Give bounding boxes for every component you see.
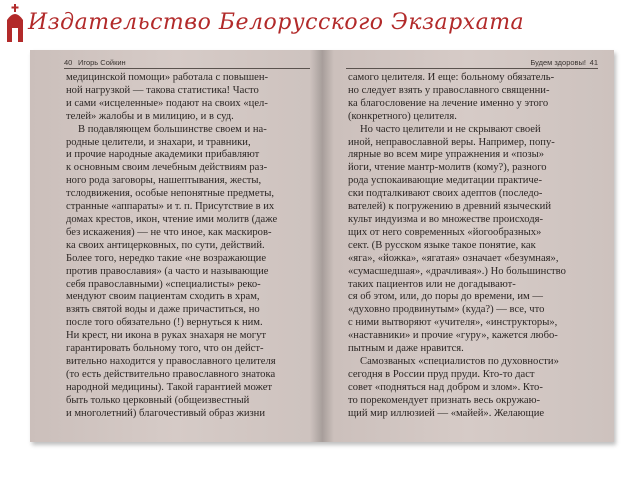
- text-line: и прочие народные академики прибавляют: [66, 149, 260, 161]
- text-line: (конкретного) целителя.: [348, 110, 457, 122]
- text-line: сегодня в России пруд пруди. Кто-то даст: [348, 368, 535, 380]
- watermark: [0, 0, 640, 46]
- text-line: без искажения) — не что иное, как маскиров-: [66, 226, 272, 238]
- text-line: Но часто целители и не скрывают своей: [360, 123, 541, 135]
- text-line: Ни крест, ни икона в руках знахаря не могут: [66, 330, 267, 342]
- text-line: и сами «исцеленные» подают на своих «цел-: [66, 97, 268, 109]
- text-line: таких пациентов или не догадывают-: [348, 278, 516, 290]
- text-line: к основным своим лечебным действиям раз-: [66, 162, 268, 174]
- right-page-text: [348, 72, 566, 420]
- text-line: народной медицины). Такой гарантией может: [66, 381, 273, 393]
- text-line: против православия» (а часто и называющие: [66, 265, 269, 277]
- right-page: [322, 50, 614, 442]
- left-page: [30, 50, 323, 442]
- left-page-text: [66, 72, 277, 420]
- text-line: себя православными) «специалисты» реко-: [66, 278, 261, 290]
- text-line: совет «подняться над добром и злом». Кто-: [348, 381, 543, 393]
- text-line: культ индуизма и во множестве происходя-: [348, 213, 544, 225]
- text-line: пытным и даже нравится.: [348, 343, 464, 355]
- text-line: ка своих антицерковных, по сути, действий.: [66, 239, 265, 251]
- text-line: вателей) к погружению в древний языческий: [348, 201, 552, 213]
- text-line: Более того, нередко такие «не возражающие: [66, 252, 267, 264]
- header-rule: [64, 68, 310, 69]
- text-line: странные «аппараты» и т. п. Присутствие в их: [66, 201, 275, 213]
- text-line: быть только церковный (общеизвестный: [66, 394, 250, 406]
- text-line: родные целители, и знахари, и травники,: [66, 136, 251, 148]
- text-line: «сумасшедшая», «драчливая».) Но большинство: [348, 265, 566, 277]
- text-line: и многолетний) благочестивый образ жизни: [66, 407, 266, 419]
- text-line: рода успокаивающие медитации практиче-: [348, 175, 542, 187]
- text-line: «наставники» и прочие «гуру», кажется любо-: [348, 330, 558, 342]
- text-line: мендуют своим пациентам сходить в храм,: [66, 291, 260, 303]
- text-line: самого целителя. И еще: больному обязатель-: [348, 72, 555, 83]
- text-line: но следует взять у православного священни-: [348, 84, 550, 96]
- text-line: то порекомендует признать весь окружаю-: [348, 394, 541, 406]
- text-line: гарантировать больному того, что он дейст-: [66, 343, 264, 355]
- book-spread: [30, 50, 614, 442]
- text-line: ной нагрузкой — такова статистика! Часто: [66, 84, 259, 96]
- text-line: лярные во всем мире упражнения и «позы»: [348, 149, 545, 161]
- gutter-shadow: [310, 50, 322, 442]
- text-line: домах крестов, икон, чтение ими молитв (даже: [66, 213, 278, 225]
- text-line: ка благословение на лечение именно у этого: [348, 97, 549, 109]
- text-line: В подавляющем большинстве своем и на-: [78, 123, 267, 135]
- text-line: медицинской помощи» работала с повышен-: [66, 72, 269, 83]
- text-line: Самозваных «специалистов по духовности»: [360, 355, 559, 367]
- running-head-right: Будем здоровы!: [530, 58, 586, 67]
- text-line: «духовно продвинутым» (куда?) — все, что: [348, 304, 545, 316]
- text-line: йоги, чтение мантр-молитв (кому?), разного: [348, 162, 547, 174]
- text-line: (то есть действительно православного знатока: [66, 368, 276, 380]
- text-line: ся об этом, или, до поры до времени, им —: [348, 291, 543, 303]
- text-line: с ними вытворяют «учителя», «инструкторы»,: [348, 317, 558, 329]
- page-number-left: 40: [64, 58, 73, 67]
- text-line: ски подталкивают своих адептов (последо-: [348, 188, 543, 200]
- text-line: телей» жалобы и в милицию, и в суд.: [66, 110, 234, 122]
- text-line: тслодвижения, особые непонятные предметы,: [66, 188, 274, 200]
- text-line: взять святой воды и даже причаститься, но: [66, 304, 260, 316]
- text-line: щих от него современных «йогообразных»: [348, 226, 542, 238]
- text-line: ного рода заговоры, нашептывания, жесты,: [66, 175, 262, 187]
- text-line: щий мир иллюзией — «майей». Желающие: [348, 407, 545, 419]
- header-rule: [346, 68, 598, 69]
- text-line: «яга», «йожка», «ягатая» означает «безумная»,: [348, 252, 559, 264]
- text-line: вительно находится у православного целителя: [66, 355, 276, 367]
- text-line: сект. (В русском языке такое понятие, как: [348, 239, 536, 251]
- text-line: иной, неправославной веры. Например, попу-: [348, 136, 555, 148]
- gutter-shadow: [322, 50, 334, 442]
- text-line: после того обязательно (!) вернуться к ним.: [66, 317, 263, 329]
- running-head-left: Игорь Сойкин: [78, 58, 126, 67]
- watermark-text: Издательство Белорусского Экзархата: [28, 10, 525, 35]
- page-number-right: 41: [589, 58, 598, 67]
- church-icon: [4, 4, 26, 44]
